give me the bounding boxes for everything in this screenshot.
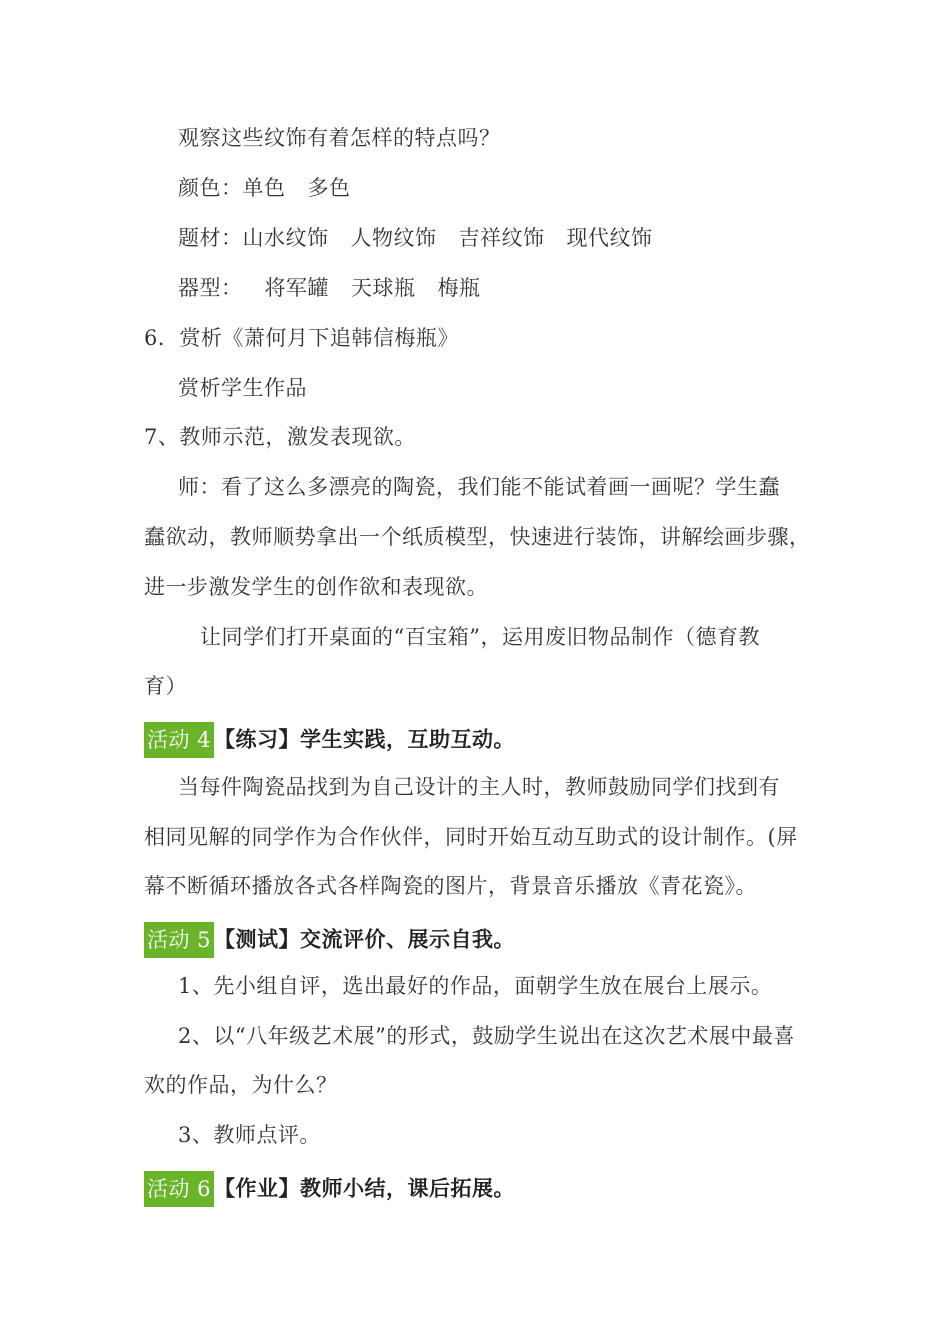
activity-4-title: 【练习】学生实践，互助互动。 [214,727,516,752]
paragraph-practice-1: 当每件陶瓷品找到为自己设计的主人时，教师鼓励同学们找到有 [178,775,780,799]
paragraph-appreciate-works: 赏析学生作品 [178,376,307,400]
paragraph-evaluate-4: 3、教师点评。 [178,1123,321,1147]
paragraph-demo-3: 进一步激发学生的创作欲和表现欲。 [144,575,488,599]
paragraph-observe: 观察这些纹饰有着怎样的特点吗？ [178,126,501,150]
activity-5-title: 【测试】交流评价、展示自我。 [214,927,516,952]
paragraph-treasure-2: 育） [144,674,187,698]
paragraph-demo-heading: 7、教师示范，激发表现欲。 [144,425,416,449]
activity-4-heading [144,720,814,758]
activity-5-heading [144,920,814,958]
activity-6-tag: 活动 6 [144,1171,214,1207]
activity-6-title: 【作业】教师小结，课后拓展。 [214,1176,516,1201]
paragraph-theme: 题材：山水纹饰 人物纹饰 吉祥纹饰 现代纹饰 [178,226,653,250]
paragraph-appreciate-vase: 6．赏析《萧何月下追韩信梅瓶》 [144,326,459,350]
paragraph-evaluate-3: 欢的作品，为什么？ [144,1073,338,1097]
activity-5-tag: 活动 5 [144,922,214,958]
activity-4-tag: 活动 4 [144,722,214,758]
paragraph-color: 颜色：单色 多色 [178,176,351,200]
paragraph-shape: 器型： 将军罐 天球瓶 梅瓶 [178,276,481,300]
paragraph-treasure-1: 让同学们打开桌面的“百宝箱”，运用废旧物品制作（德育教 [200,625,760,649]
paragraph-practice-3: 幕不断循环播放各式各样陶瓷的图片，背景音乐播放《青花瓷》。 [144,874,757,898]
paragraph-practice-2: 相同见解的同学作为合作伙伴，同时开始互动互助式的设计制作。(屏 [144,825,798,849]
activity-6-heading [144,1169,814,1207]
paragraph-demo-2: 蠢欲动，教师顺势拿出一个纸质模型，快速进行装饰，讲解绘画步骤， [144,525,811,549]
paragraph-evaluate-2: 2、以“八年级艺术展”的形式，鼓励学生说出在这次艺术展中最喜 [178,1024,795,1048]
paragraph-demo-1: 师：看了这么多漂亮的陶瓷，我们能不能试着画一画呢？学生蠢 [178,475,780,499]
paragraph-evaluate-1: 1、先小组自评，选出最好的作品，面朝学生放在展台上展示。 [178,974,773,998]
